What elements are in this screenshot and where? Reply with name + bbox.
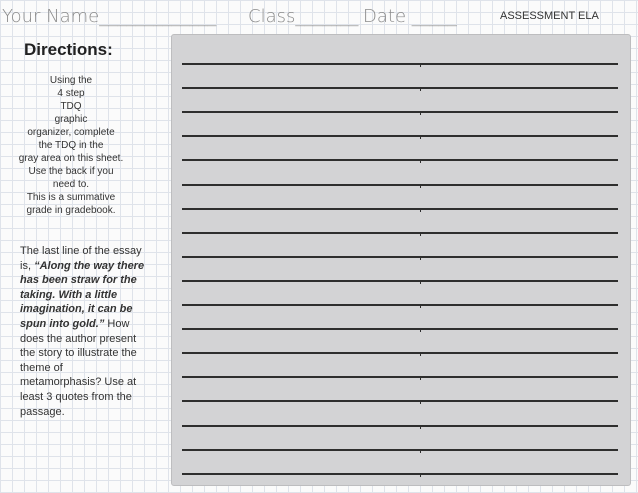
answer-line [182,184,618,186]
line-divider-tick [420,353,421,356]
line-divider-tick [420,209,421,212]
class-field: Class_______ [248,6,359,27]
answer-line [182,208,618,210]
answer-line [182,473,618,475]
directions-title: Directions: [24,40,113,59]
directions-line: gray area on this sheet. [18,153,124,164]
answer-line [182,328,618,330]
answer-line [182,304,618,306]
answer-area[interactable] [171,34,631,486]
line-divider-tick [420,305,421,308]
line-divider-tick [420,474,421,477]
line-divider-tick [420,160,421,163]
directions-line: need to. [52,179,90,190]
date-field: Date _____ [363,6,457,27]
directions-line: grade in gradebook. [26,205,116,216]
prompt-question: How does the author present the story to illustrate the theme of metamorphasis? Use at least 3 quotes from the passage. [20,317,137,418]
answer-line [182,400,618,402]
line-divider-tick [420,233,421,236]
line-divider-tick [420,450,421,453]
line-divider-tick [420,329,421,332]
answer-line [182,135,618,137]
answer-line [182,63,618,65]
answer-line [182,280,618,282]
answer-line [182,232,618,234]
line-divider-tick [420,64,421,67]
line-divider-tick [420,377,421,380]
line-divider-tick [420,112,421,115]
directions-line: organizer, complete [27,127,115,138]
line-divider-tick [420,281,421,284]
line-divider-tick [420,401,421,404]
answer-line [182,111,618,113]
directions-line: the TDQ in the [38,140,104,151]
directions-line: TDQ [60,101,82,112]
directions-body [6,74,136,217]
essay-prompt [20,244,145,419]
directions-line: Using the [49,75,93,86]
assessment-label: ASSESSMENT ELA [500,10,599,22]
answer-line [182,159,618,161]
prompt-intro: The last line of the essay is, [20,245,142,272]
line-divider-tick [420,88,421,91]
directions-line: 4 step [57,88,85,99]
line-divider-tick [420,136,421,139]
line-divider-tick [420,426,421,429]
directions-line: graphic [54,114,88,125]
answer-line [182,376,618,378]
answer-line [182,449,618,451]
answer-line [182,256,618,258]
answer-line [182,425,618,427]
prompt-quote: “Along the way there has been straw for the taking. With a little imagination, it can be spun into gold.” [20,259,145,330]
answer-line [182,87,618,89]
directions-line: Use the back if you [28,166,114,177]
directions-line: This is a summative [26,192,116,203]
answer-line [182,352,618,354]
your-name-field: Your Name_____________ [2,6,217,27]
line-divider-tick [420,185,421,188]
line-divider-tick [420,257,421,260]
